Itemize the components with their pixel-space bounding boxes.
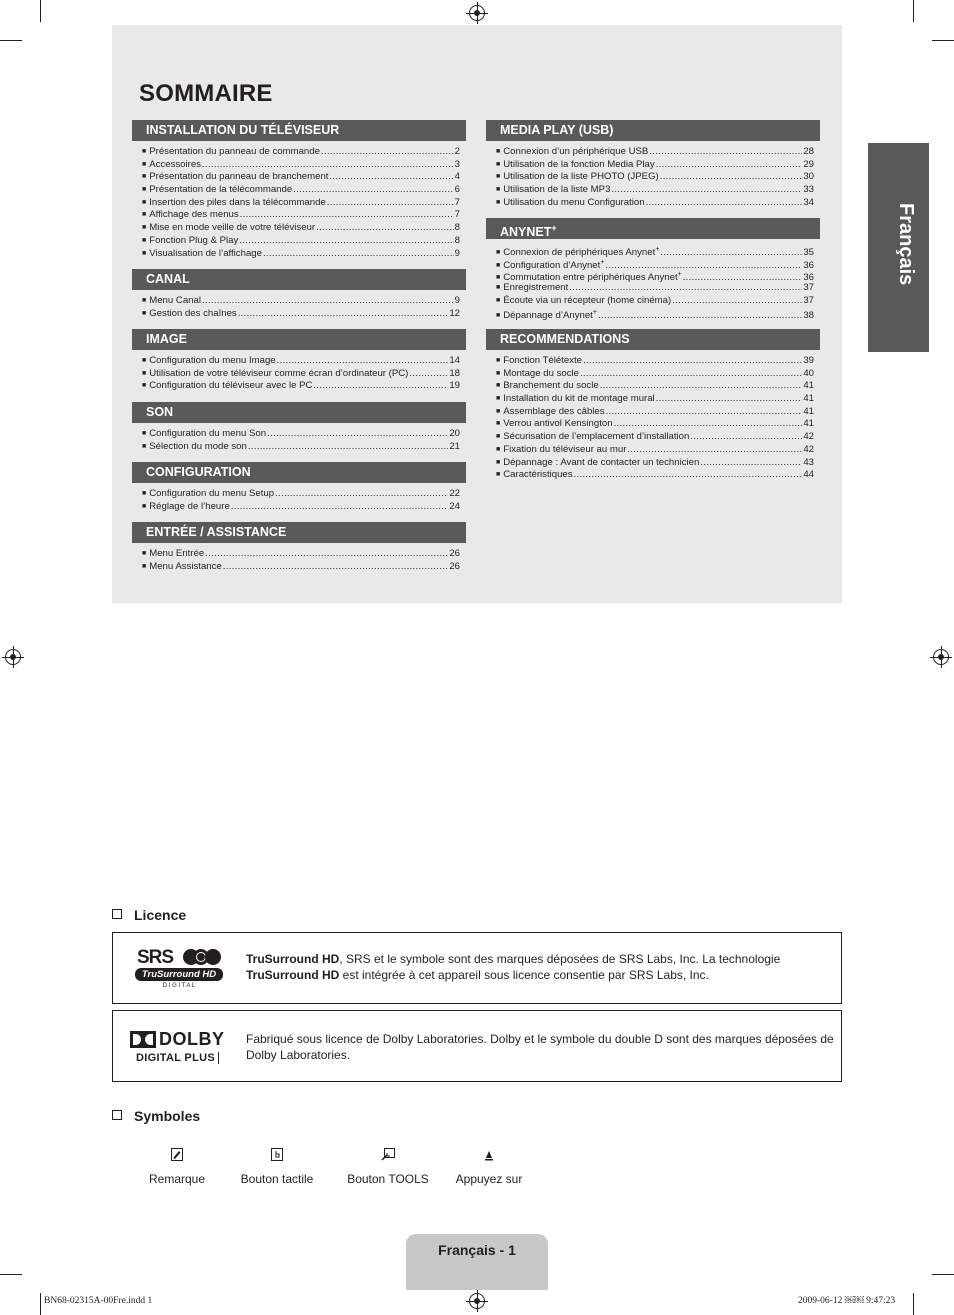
dot-leader [267, 428, 448, 441]
dot-leader [606, 406, 803, 419]
toc-entry-label: Fonction Plug & Play [149, 234, 239, 246]
tools-button-icon [340, 1148, 436, 1165]
square-bullet-icon: ■ [142, 160, 147, 168]
dot-leader [583, 355, 802, 368]
toc-entry [496, 418, 814, 431]
dot-leader [293, 184, 453, 197]
dot-leader [327, 197, 454, 210]
toc-entry-label: Configuration du menu Image [149, 355, 276, 366]
toc-entry-page: 37 [803, 282, 814, 294]
square-bullet-icon: ■ [142, 148, 147, 155]
crop-mark [40, 1293, 41, 1315]
dot-leader [277, 355, 449, 368]
dolby-licence-text: Fabriqué sous licence de Dolby Laboratories. Dolby et le symbole du double D sont des marques déposées de Dolby Laboratories. [246, 1032, 834, 1062]
dot-leader [313, 380, 448, 393]
square-bullet-icon: ■ [496, 420, 501, 428]
dolby-logo [130, 1031, 230, 1067]
toc-section [132, 120, 466, 260]
toc-entry [496, 368, 814, 381]
toc-entry [142, 368, 460, 381]
dot-leader [660, 247, 802, 260]
toc-section [486, 120, 820, 209]
toc-entry-label: Dépannage d’Anynet+ [503, 309, 597, 322]
toc-section-heading: SON [132, 402, 466, 423]
toc-entry-label: Sécurisation de l’emplacement d’installation [503, 431, 690, 443]
toc-entry-page: 38 [803, 310, 814, 322]
dolby-licence-box [112, 1010, 842, 1082]
toc-entry-page: 8 [454, 234, 460, 246]
toc-entry-page: 43 [803, 456, 814, 468]
square-bullet-icon: ■ [496, 186, 501, 194]
square-bullet-icon: ■ [142, 502, 147, 510]
toc-entry-page: 9 [454, 295, 460, 306]
toc-entry-page: 19 [449, 380, 460, 392]
crop-mark [913, 0, 914, 22]
toc-entry-label: Montage du socle [503, 367, 579, 379]
toc-entry-page: 39 [803, 355, 814, 366]
toc-section-heading: CONFIGURATION [132, 462, 466, 483]
symbols-heading: Symboles [112, 1108, 200, 1124]
toc-entry-label: Affichage des menus [149, 209, 239, 221]
square-bullet-icon: ■ [142, 382, 147, 390]
dot-leader [409, 368, 448, 381]
toc-entry-label: Insertion des piles dans la télécommande [149, 196, 326, 208]
square-bullet-icon: ■ [496, 395, 501, 403]
toc-entry [496, 444, 814, 457]
crop-mark [0, 1274, 22, 1275]
toc-entry [496, 431, 814, 444]
square-bullet-icon: ■ [496, 296, 501, 304]
toc-entry-page: 42 [803, 443, 814, 455]
dot-leader [598, 310, 802, 323]
crop-mark [0, 40, 22, 41]
toc-entry-page: 28 [803, 146, 814, 157]
toc-entry [496, 184, 814, 197]
toc-entry [142, 184, 460, 197]
toc-entry-page: 26 [449, 560, 460, 572]
square-bullet-icon: ■ [496, 433, 501, 441]
toc-section [132, 269, 466, 320]
square-bullet-icon: ■ [142, 297, 147, 304]
toc-entry-label: Utilisation de la fonction Media Play [503, 158, 655, 170]
toc-entry [142, 501, 460, 514]
toc-entry-page: 37 [803, 294, 814, 306]
toc-entry-label: Configuration du menu Son [149, 428, 267, 439]
toc-entry [496, 159, 814, 172]
toc-entry-label: Accessoires [149, 158, 201, 170]
toc-entry [142, 488, 460, 501]
toc-section-heading: IMAGE [132, 329, 466, 350]
srs-licence-text: TruSurround HD, SRS et le symbole sont des marques déposées de SRS Labs, Inc. La technologie TruSurround HD est intégrée à cet appareil sous licence consentie par SRS Labs, Inc. [246, 952, 781, 982]
toc-entry [142, 295, 460, 308]
toc-entry-label: Fonction Télétexte [503, 355, 582, 366]
square-bullet-icon: ■ [496, 458, 501, 466]
toc-section-heading: ENTRÉE / ASSISTANCE [132, 522, 466, 543]
toc-entry-page: 30 [803, 171, 814, 183]
dot-leader [223, 561, 449, 574]
toc-entry [496, 244, 814, 257]
square-bullet-icon: ■ [142, 490, 147, 497]
dot-leader [646, 197, 803, 210]
dot-leader [611, 184, 802, 197]
note-icon [138, 1148, 216, 1165]
dot-leader [248, 441, 448, 454]
dot-leader [202, 295, 454, 308]
toc-entry [496, 307, 814, 320]
dot-leader [275, 488, 448, 501]
toc-entry-page: 41 [803, 405, 814, 417]
licence-heading: Licence [112, 907, 186, 923]
toc-entry-page: 14 [449, 355, 460, 366]
square-bullet-icon: ■ [496, 382, 501, 390]
square-bullet-icon: ■ [142, 224, 147, 232]
dot-leader [263, 248, 454, 261]
toc-entry [496, 171, 814, 184]
crop-mark [40, 0, 41, 22]
toc-section [486, 329, 820, 482]
toc-entry [142, 146, 460, 159]
dot-leader [649, 146, 802, 159]
toc-entry-page: 41 [803, 393, 814, 405]
footer-filename: BN68-02315A-00Fre.indd 1 [44, 1296, 153, 1306]
dot-leader [202, 159, 454, 172]
toc-entry [496, 355, 814, 368]
symbol-touch-button: Bouton tactile [232, 1148, 322, 1186]
toc-entry-label: Configuration du menu Setup [149, 488, 275, 499]
press-icon [450, 1148, 528, 1165]
toc-entry-page: 21 [449, 440, 460, 452]
square-bullet-icon: ■ [496, 284, 501, 292]
toc-entry [142, 308, 460, 321]
double-d-icon [130, 1031, 156, 1048]
dot-leader [690, 431, 802, 444]
toc-entry-page: 41 [803, 380, 814, 392]
toc-entry-label: Utilisation de la liste MP3 [503, 184, 611, 196]
toc-entry-page: 18 [449, 367, 460, 379]
dot-leader [656, 159, 803, 172]
square-bullet-icon: ■ [142, 249, 147, 257]
registration-mark-icon [469, 1293, 485, 1309]
touch-button-icon [232, 1148, 322, 1165]
symbol-press: Appuyez sur [450, 1148, 528, 1186]
toc-entry-page: 35 [803, 247, 814, 258]
toc-entry-label: Menu Assistance [149, 560, 222, 572]
square-bullet-icon: ■ [496, 312, 501, 320]
crop-mark [913, 1293, 914, 1315]
registration-mark-icon [933, 649, 949, 665]
dolby-logo-sub: DIGITAL PLUS [136, 1052, 219, 1064]
toc-entry [142, 159, 460, 172]
srs-logo-text: SRS [137, 947, 174, 968]
toc-entry-page: 9 [454, 247, 460, 259]
srs-licence-box [112, 932, 842, 1004]
page-number-tab [406, 1234, 548, 1290]
toc-entry-page: 36 [803, 259, 814, 271]
toc-entry [142, 248, 460, 261]
toc-entry-label: Réglage de l’heure [149, 500, 230, 512]
dot-leader [569, 282, 802, 295]
toc-entry-label: Gestion des chaînes [149, 307, 237, 319]
toc-entry-label: Configuration d’Anynet+ [503, 258, 605, 271]
toc-entry-label: Connexion d’un périphérique USB [503, 146, 649, 157]
toc-entry-label: Sélection du mode son [149, 440, 247, 452]
toc-entry-label: Menu Canal [149, 295, 201, 306]
toc-entry [142, 197, 460, 210]
square-bullet-icon: ■ [496, 261, 501, 269]
toc-entry-page: 26 [449, 548, 460, 559]
toc-entry-page: 2 [454, 146, 460, 157]
dot-leader [574, 469, 803, 482]
square-bullet-icon: ■ [496, 369, 501, 377]
dot-leader [321, 146, 454, 159]
toc-section [486, 218, 820, 320]
toc-entry-page: 29 [803, 158, 814, 170]
square-bullet-icon: ■ [142, 198, 147, 206]
square-bullet-icon: ■ [496, 274, 501, 282]
square-bullet-icon: ■ [496, 249, 501, 256]
square-bullet-icon: ■ [142, 369, 147, 377]
dot-leader [239, 235, 453, 248]
square-bullet-icon: ■ [496, 148, 501, 155]
registration-mark-icon [5, 649, 21, 665]
dot-leader [614, 418, 803, 431]
srs-symbol-icon [183, 949, 221, 965]
square-bullet-icon: ■ [142, 173, 147, 181]
toc-entry [142, 548, 460, 561]
footer-timestamp: 2009-06-12 ￼￼ 9:47:23 [798, 1296, 896, 1306]
toc-entry-page: 3 [454, 158, 460, 170]
dolby-logo-text: DOLBY [159, 1029, 225, 1049]
toc-section [132, 462, 466, 513]
toc-entry-page: 12 [449, 307, 460, 319]
toc-entry-label: Connexion de périphériques Anynet+ [503, 246, 660, 258]
toc-entry [496, 282, 814, 295]
checkbox-bullet-icon [112, 1110, 122, 1120]
dot-leader [600, 380, 803, 393]
toc-entry [496, 469, 814, 482]
toc-entry-label: Écoute via un récepteur (home cinéma) [503, 294, 672, 306]
dot-leader [700, 457, 802, 470]
toc-entry-label: Mise en mode veille de votre téléviseur [149, 222, 316, 234]
toc-entry-page: 40 [803, 367, 814, 379]
square-bullet-icon: ■ [496, 357, 501, 364]
toc-entry [496, 406, 814, 419]
toc-entry [496, 146, 814, 159]
toc-entry-label: Utilisation de la liste PHOTO (JPEG) [503, 171, 659, 183]
srs-logo-band: TruSurround HD [135, 968, 223, 981]
srs-logo [135, 947, 225, 991]
dot-leader [660, 171, 803, 184]
crop-mark [932, 1274, 954, 1275]
checkbox-bullet-icon [112, 909, 122, 919]
dot-leader [231, 501, 449, 514]
square-bullet-icon: ■ [496, 160, 501, 168]
toc-entry-label: Enregistrement [503, 282, 569, 294]
toc-entry [142, 561, 460, 574]
square-bullet-icon: ■ [142, 236, 147, 244]
square-bullet-icon: ■ [142, 562, 147, 570]
toc-entry-label: Dépannage : Avant de contacter un technicien [503, 456, 700, 468]
square-bullet-icon: ■ [496, 198, 501, 206]
toc-entry-label: Visualisation de l’affichage [149, 247, 262, 259]
toc-section-heading: CANAL [132, 269, 466, 290]
toc-entry-label: Configuration du téléviseur avec le PC [149, 380, 313, 392]
toc-section [132, 522, 466, 573]
toc-entry [496, 197, 814, 210]
dot-leader [240, 209, 454, 222]
square-bullet-icon: ■ [142, 309, 147, 317]
square-bullet-icon: ■ [142, 550, 147, 557]
toc-entry-label: Branchement du socle [503, 380, 599, 392]
toc-entry-label: Utilisation du menu Configuration [503, 196, 645, 208]
square-bullet-icon: ■ [142, 186, 147, 194]
toc-section-heading: RECOMMENDATIONS [486, 329, 820, 350]
square-bullet-icon: ■ [142, 442, 147, 450]
toc-entry [496, 457, 814, 470]
toc-entry-page: 44 [803, 469, 814, 481]
dot-leader [329, 171, 453, 184]
toc-entry-label: Verrou antivol Kensington [503, 418, 613, 430]
toc-entry-label: Présentation de la télécommande [149, 184, 293, 196]
registration-mark-icon [469, 5, 485, 21]
dot-leader [627, 444, 802, 457]
toc-entry-page: 24 [449, 500, 460, 512]
toc-entry-page: 33 [803, 184, 814, 196]
toc-entry-page: 36 [803, 272, 814, 284]
dot-leader [205, 548, 448, 561]
dot-leader [580, 368, 802, 381]
toc-entry [142, 441, 460, 454]
dot-leader [316, 222, 454, 235]
toc-entry-page: 20 [449, 428, 460, 439]
toc-section [132, 329, 466, 393]
toc-entry-label: Menu Entrée [149, 548, 205, 559]
dot-leader [238, 308, 449, 321]
toc-entry-page: 7 [454, 209, 460, 221]
square-bullet-icon: ■ [496, 407, 501, 415]
toc-entry-label: Installation du kit de montage mural [503, 393, 655, 405]
square-bullet-icon: ■ [496, 173, 501, 181]
crop-mark [932, 40, 954, 41]
srs-logo-sub: D I G I T A L [162, 983, 196, 989]
toc-entry-label: Utilisation de votre téléviseur comme écran d’ordinateur (PC) [149, 367, 409, 379]
dot-leader [672, 295, 802, 308]
toc-entry-page: 34 [803, 196, 814, 208]
toc-entry-page: 4 [454, 171, 460, 183]
toc-entry [142, 209, 460, 222]
toc-entry-label: Commutation entre périphériques Anynet+ [503, 271, 682, 284]
square-bullet-icon: ■ [142, 357, 147, 364]
square-bullet-icon: ■ [496, 445, 501, 453]
page-title: SOMMAIRE [139, 80, 273, 107]
toc-section [132, 402, 466, 453]
toc-entry [496, 393, 814, 406]
toc-entry-label: Assemblage des câbles [503, 405, 605, 417]
page-number: Français - 1 [438, 1242, 516, 1258]
toc-entry-page: 8 [454, 222, 460, 234]
toc-entry-page: 42 [803, 431, 814, 443]
square-bullet-icon: ■ [142, 211, 147, 219]
language-tab-label: Français [895, 203, 917, 286]
toc-entry-page: 6 [454, 184, 460, 196]
language-tab [868, 143, 929, 352]
toc-entry [142, 235, 460, 248]
square-bullet-icon: ■ [142, 430, 147, 437]
dot-leader [656, 393, 803, 406]
toc-entry-label: Caractéristiques [503, 469, 573, 481]
toc-section-heading: INSTALLATION DU TÉLÉVISEUR [132, 120, 466, 141]
toc-entry [496, 295, 814, 308]
toc-entry [142, 380, 460, 393]
toc-section-heading: MEDIA PLAY (USB) [486, 120, 820, 141]
toc-entry-page: 41 [803, 418, 814, 430]
toc-entry [142, 222, 460, 235]
toc-entry-label: Fixation du téléviseur au mur [503, 443, 627, 455]
toc-entry-page: 22 [449, 488, 460, 499]
toc-entry-page: 7 [454, 196, 460, 208]
symbol-tools-button: Bouton TOOLS [340, 1148, 436, 1186]
toc-entry [496, 380, 814, 393]
symbol-note: Remarque [138, 1148, 216, 1186]
toc-entry [142, 171, 460, 184]
toc-entry-label: Présentation du panneau de commande [149, 146, 320, 157]
toc-entry [142, 355, 460, 368]
toc-entry [142, 428, 460, 441]
toc-entry-label: Présentation du panneau de branchement [149, 171, 329, 183]
square-bullet-icon: ■ [496, 471, 501, 479]
toc-section-heading: ANYNET+ [486, 218, 820, 239]
